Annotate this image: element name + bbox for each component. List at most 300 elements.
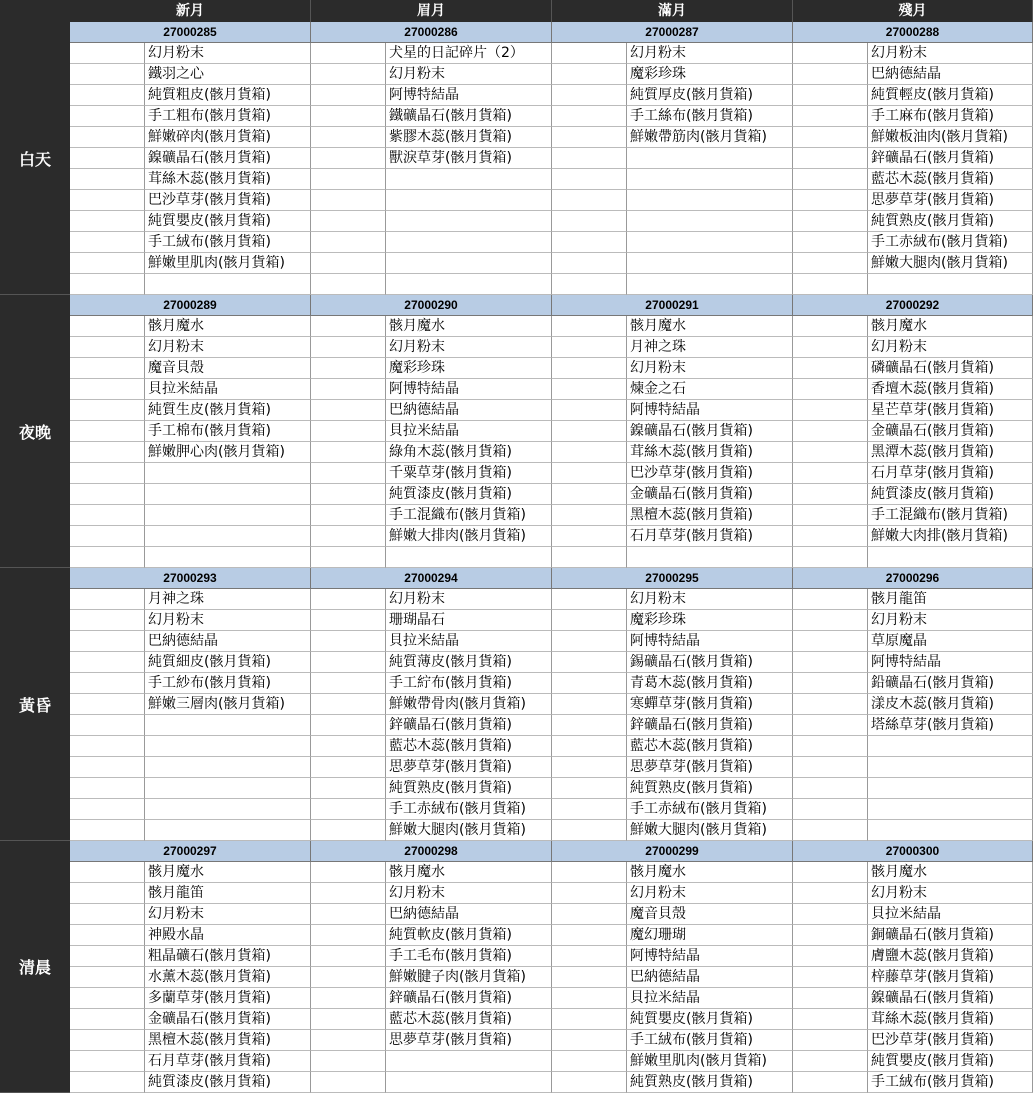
box-id: 27000296 bbox=[793, 568, 1033, 589]
gap-cell bbox=[552, 43, 627, 64]
item-cell: 思夢草芽(骸月貨箱) bbox=[868, 190, 1033, 211]
gap-cell bbox=[793, 757, 868, 778]
item-cell: 鎳礦晶石(骸月貨箱) bbox=[868, 988, 1033, 1009]
item-cell: 純質熟皮(骸月貨箱) bbox=[627, 778, 793, 799]
gap-cell bbox=[311, 610, 386, 631]
gap-cell bbox=[70, 400, 145, 421]
gap-cell bbox=[311, 358, 386, 379]
empty-cell bbox=[386, 1072, 552, 1093]
gap-cell bbox=[793, 715, 868, 736]
item-cell: 巴沙草芽(骸月貨箱) bbox=[868, 1030, 1033, 1051]
item-cell: 思夢草芽(骸月貨箱) bbox=[386, 1030, 552, 1051]
item-cell: 幻月粉末 bbox=[627, 43, 793, 64]
item-cell: 鋅礦晶石(骸月貨箱) bbox=[627, 715, 793, 736]
gap-cell bbox=[70, 799, 145, 820]
item-cell: 神殿水晶 bbox=[145, 925, 311, 946]
empty-cell bbox=[145, 757, 311, 778]
item-cell: 純質薄皮(骸月貨箱) bbox=[386, 652, 552, 673]
item-cell: 幻月粉末 bbox=[627, 883, 793, 904]
gap-cell bbox=[793, 379, 868, 400]
gap-cell bbox=[311, 463, 386, 484]
gap-cell bbox=[793, 883, 868, 904]
item-cell: 骸月魔水 bbox=[386, 316, 552, 337]
gap-cell bbox=[552, 85, 627, 106]
empty-cell bbox=[386, 169, 552, 190]
item-cell: 骸月魔水 bbox=[627, 316, 793, 337]
item-cell: 骸月魔水 bbox=[627, 862, 793, 883]
gap-cell bbox=[552, 106, 627, 127]
gap-cell bbox=[311, 64, 386, 85]
item-cell: 月神之珠 bbox=[145, 589, 311, 610]
item-cell: 幻月粉末 bbox=[145, 43, 311, 64]
gap-cell bbox=[793, 442, 868, 463]
item-cell: 純質嬰皮(骸月貨箱) bbox=[145, 211, 311, 232]
empty-cell bbox=[386, 547, 552, 568]
gap-cell bbox=[311, 232, 386, 253]
item-cell: 魔音貝殼 bbox=[145, 358, 311, 379]
item-cell: 鐵羽之心 bbox=[145, 64, 311, 85]
item-cell: 鮮嫩大肉排(骸月貨箱) bbox=[868, 526, 1033, 547]
item-cell: 貝拉米結晶 bbox=[627, 988, 793, 1009]
gap-cell bbox=[552, 925, 627, 946]
gap-cell bbox=[793, 505, 868, 526]
gap-cell bbox=[311, 1030, 386, 1051]
item-cell: 鮮嫩三層肉(骸月貨箱) bbox=[145, 694, 311, 715]
gap-cell bbox=[552, 337, 627, 358]
empty-cell bbox=[868, 736, 1033, 757]
gap-cell bbox=[70, 757, 145, 778]
empty-cell bbox=[627, 253, 793, 274]
gap-cell bbox=[552, 1051, 627, 1072]
item-cell: 水薰木蕊(骸月貨箱) bbox=[145, 967, 311, 988]
gap-cell bbox=[311, 526, 386, 547]
gap-cell bbox=[793, 211, 868, 232]
item-cell: 鮮嫩大腿肉(骸月貨箱) bbox=[868, 253, 1033, 274]
gap-cell bbox=[70, 1030, 145, 1051]
gap-cell bbox=[70, 148, 145, 169]
gap-cell bbox=[70, 925, 145, 946]
item-cell: 手工紗布(骸月貨箱) bbox=[145, 673, 311, 694]
gap-cell bbox=[552, 64, 627, 85]
item-cell: 鮮嫩腱子肉(骸月貨箱) bbox=[386, 967, 552, 988]
gap-cell bbox=[552, 673, 627, 694]
item-cell: 純質厚皮(骸月貨箱) bbox=[627, 85, 793, 106]
gap-cell bbox=[552, 694, 627, 715]
gap-cell bbox=[552, 253, 627, 274]
gap-cell bbox=[311, 379, 386, 400]
item-cell: 鮮嫩里肌肉(骸月貨箱) bbox=[145, 253, 311, 274]
gap-cell bbox=[311, 715, 386, 736]
gap-cell bbox=[552, 316, 627, 337]
item-cell: 純質細皮(骸月貨箱) bbox=[145, 652, 311, 673]
item-cell: 手工混織布(骸月貨箱) bbox=[386, 505, 552, 526]
gap-cell bbox=[793, 43, 868, 64]
gap-cell bbox=[70, 610, 145, 631]
empty-cell bbox=[145, 778, 311, 799]
gap-cell bbox=[70, 820, 145, 841]
box-id: 27000288 bbox=[793, 22, 1033, 43]
gap-cell bbox=[552, 379, 627, 400]
gap-cell bbox=[793, 526, 868, 547]
gap-cell bbox=[793, 1009, 868, 1030]
item-cell: 純質熟皮(骸月貨箱) bbox=[386, 778, 552, 799]
item-cell: 珊瑚晶石 bbox=[386, 610, 552, 631]
gap-cell bbox=[793, 820, 868, 841]
empty-cell bbox=[145, 820, 311, 841]
section-label: 夜晚 bbox=[0, 295, 70, 568]
item-cell: 草原魔晶 bbox=[868, 631, 1033, 652]
item-cell: 純質生皮(骸月貨箱) bbox=[145, 400, 311, 421]
item-cell: 茸絲木蕊(骸月貨箱) bbox=[145, 169, 311, 190]
item-cell: 魔彩珍珠 bbox=[386, 358, 552, 379]
gap-cell bbox=[552, 484, 627, 505]
gap-cell bbox=[70, 862, 145, 883]
box-id: 27000293 bbox=[70, 568, 311, 589]
gap-cell bbox=[70, 337, 145, 358]
gap-cell bbox=[552, 862, 627, 883]
item-cell: 骸月魔水 bbox=[868, 862, 1033, 883]
item-cell: 阿博特結晶 bbox=[627, 946, 793, 967]
gap-cell bbox=[311, 106, 386, 127]
gap-cell bbox=[70, 64, 145, 85]
gap-cell bbox=[552, 358, 627, 379]
gap-cell bbox=[311, 211, 386, 232]
box-id: 27000300 bbox=[793, 841, 1033, 862]
item-cell: 貝拉米結晶 bbox=[868, 904, 1033, 925]
gap-cell bbox=[70, 652, 145, 673]
gap-cell bbox=[311, 421, 386, 442]
gap-cell bbox=[793, 925, 868, 946]
item-cell: 手工赤絨布(骸月貨箱) bbox=[627, 799, 793, 820]
gap-cell bbox=[793, 106, 868, 127]
gap-cell bbox=[311, 589, 386, 610]
column-header-4: 殘月 bbox=[793, 0, 1033, 22]
item-cell: 骸月魔水 bbox=[145, 862, 311, 883]
gap-cell bbox=[793, 64, 868, 85]
item-cell: 阿博特結晶 bbox=[627, 400, 793, 421]
gap-cell bbox=[793, 547, 868, 568]
item-cell: 純質嬰皮(骸月貨箱) bbox=[627, 1009, 793, 1030]
gap-cell bbox=[793, 484, 868, 505]
item-cell: 幻月粉末 bbox=[627, 589, 793, 610]
empty-cell bbox=[145, 484, 311, 505]
gap-cell bbox=[70, 967, 145, 988]
item-cell: 鋅礦晶石(骸月貨箱) bbox=[386, 715, 552, 736]
item-cell: 星芒草芽(骸月貨箱) bbox=[868, 400, 1033, 421]
gap-cell bbox=[552, 190, 627, 211]
item-cell: 手工紵布(骸月貨箱) bbox=[386, 673, 552, 694]
gap-cell bbox=[70, 589, 145, 610]
box-id: 27000291 bbox=[552, 295, 793, 316]
item-cell: 幻月粉末 bbox=[145, 610, 311, 631]
gap-cell bbox=[311, 484, 386, 505]
gap-cell bbox=[552, 904, 627, 925]
gap-cell bbox=[70, 421, 145, 442]
item-cell: 銅礦晶石(骸月貨箱) bbox=[868, 925, 1033, 946]
empty-cell bbox=[386, 274, 552, 295]
empty-cell bbox=[627, 169, 793, 190]
item-cell: 貝拉米結晶 bbox=[386, 421, 552, 442]
item-cell: 鮮嫩帶筋肉(骸月貨箱) bbox=[627, 127, 793, 148]
gap-cell bbox=[311, 736, 386, 757]
gap-cell bbox=[311, 862, 386, 883]
gap-cell bbox=[793, 274, 868, 295]
item-cell: 魔彩珍珠 bbox=[627, 610, 793, 631]
item-cell: 純質粗皮(骸月貨箱) bbox=[145, 85, 311, 106]
gap-cell bbox=[552, 883, 627, 904]
gap-cell bbox=[70, 526, 145, 547]
item-cell: 藍芯木蕊(骸月貨箱) bbox=[386, 1009, 552, 1030]
item-cell: 煉金之石 bbox=[627, 379, 793, 400]
gap-cell bbox=[793, 127, 868, 148]
item-cell: 金礦晶石(骸月貨箱) bbox=[868, 421, 1033, 442]
gap-cell bbox=[311, 694, 386, 715]
item-cell: 幻月粉末 bbox=[386, 883, 552, 904]
gap-cell bbox=[70, 946, 145, 967]
empty-cell bbox=[386, 1051, 552, 1072]
empty-cell bbox=[145, 799, 311, 820]
box-id: 27000295 bbox=[552, 568, 793, 589]
gap-cell bbox=[311, 883, 386, 904]
gap-cell bbox=[793, 337, 868, 358]
box-id: 27000289 bbox=[70, 295, 311, 316]
gap-cell bbox=[552, 463, 627, 484]
item-cell: 巴納德結晶 bbox=[386, 904, 552, 925]
gap-cell bbox=[793, 316, 868, 337]
header-corner bbox=[0, 0, 70, 22]
item-cell: 鎳礦晶石(骸月貨箱) bbox=[145, 148, 311, 169]
gap-cell bbox=[793, 778, 868, 799]
item-cell: 黑潭木蕊(骸月貨箱) bbox=[868, 442, 1033, 463]
item-cell: 手工赤絨布(骸月貨箱) bbox=[386, 799, 552, 820]
gap-cell bbox=[311, 190, 386, 211]
box-id: 27000285 bbox=[70, 22, 311, 43]
gap-cell bbox=[552, 988, 627, 1009]
item-cell: 魔彩珍珠 bbox=[627, 64, 793, 85]
column-header-2: 眉月 bbox=[311, 0, 552, 22]
item-cell: 幻月粉末 bbox=[868, 883, 1033, 904]
empty-cell bbox=[868, 799, 1033, 820]
gap-cell bbox=[793, 904, 868, 925]
gap-cell bbox=[70, 778, 145, 799]
empty-cell bbox=[145, 463, 311, 484]
gap-cell bbox=[793, 631, 868, 652]
item-cell: 阿博特結晶 bbox=[386, 85, 552, 106]
item-cell: 月神之珠 bbox=[627, 337, 793, 358]
gap-cell bbox=[70, 883, 145, 904]
gap-cell bbox=[793, 85, 868, 106]
gap-cell bbox=[793, 148, 868, 169]
gap-cell bbox=[70, 715, 145, 736]
item-cell: 手工赤絨布(骸月貨箱) bbox=[868, 232, 1033, 253]
item-cell: 茸絲木蕊(骸月貨箱) bbox=[868, 1009, 1033, 1030]
item-cell: 阿博特結晶 bbox=[386, 379, 552, 400]
gap-cell bbox=[552, 610, 627, 631]
item-cell: 幻月粉末 bbox=[868, 337, 1033, 358]
item-cell: 幻月粉末 bbox=[386, 337, 552, 358]
gap-cell bbox=[793, 1072, 868, 1093]
gap-cell bbox=[793, 694, 868, 715]
gap-cell bbox=[552, 757, 627, 778]
item-cell: 藍芯木蕊(骸月貨箱) bbox=[386, 736, 552, 757]
empty-cell bbox=[145, 505, 311, 526]
item-cell: 手工混織布(骸月貨箱) bbox=[868, 505, 1033, 526]
column-header-3: 滿月 bbox=[552, 0, 793, 22]
item-cell: 幻月粉末 bbox=[145, 904, 311, 925]
box-id: 27000298 bbox=[311, 841, 552, 862]
gap-cell bbox=[552, 652, 627, 673]
empty-cell bbox=[145, 547, 311, 568]
column-header-1: 新月 bbox=[70, 0, 311, 22]
item-cell: 錫礦晶石(骸月貨箱) bbox=[627, 652, 793, 673]
empty-cell bbox=[145, 736, 311, 757]
gap-cell bbox=[552, 1030, 627, 1051]
gap-cell bbox=[311, 43, 386, 64]
item-cell: 魔幻珊瑚 bbox=[627, 925, 793, 946]
gap-cell bbox=[793, 610, 868, 631]
item-cell: 幻月粉末 bbox=[868, 43, 1033, 64]
item-cell: 鮮嫩胛心肉(骸月貨箱) bbox=[145, 442, 311, 463]
item-cell: 膚鹽木蕊(骸月貨箱) bbox=[868, 946, 1033, 967]
section-label: 黃昏 bbox=[0, 568, 70, 841]
item-cell: 思夢草芽(骸月貨箱) bbox=[627, 757, 793, 778]
item-cell: 獸淚草芽(骸月貨箱) bbox=[386, 148, 552, 169]
item-cell: 巴沙草芽(骸月貨箱) bbox=[145, 190, 311, 211]
empty-cell bbox=[386, 211, 552, 232]
item-cell: 巴沙草芽(骸月貨箱) bbox=[627, 463, 793, 484]
gap-cell bbox=[793, 589, 868, 610]
gap-cell bbox=[70, 190, 145, 211]
gap-cell bbox=[311, 337, 386, 358]
empty-cell bbox=[145, 274, 311, 295]
gap-cell bbox=[552, 526, 627, 547]
gap-cell bbox=[70, 1051, 145, 1072]
gap-cell bbox=[552, 967, 627, 988]
gap-cell bbox=[311, 967, 386, 988]
item-cell: 鮮嫩碎肉(骸月貨箱) bbox=[145, 127, 311, 148]
item-cell: 巴納德結晶 bbox=[868, 64, 1033, 85]
item-cell: 骸月魔水 bbox=[145, 316, 311, 337]
item-cell: 手工粗布(骸月貨箱) bbox=[145, 106, 311, 127]
gap-cell bbox=[70, 85, 145, 106]
gap-cell bbox=[793, 652, 868, 673]
empty-cell bbox=[386, 232, 552, 253]
gap-cell bbox=[311, 988, 386, 1009]
item-cell: 手工絨布(骸月貨箱) bbox=[868, 1072, 1033, 1093]
gap-cell bbox=[311, 1051, 386, 1072]
gap-cell bbox=[552, 127, 627, 148]
item-cell: 幻月粉末 bbox=[627, 358, 793, 379]
gap-cell bbox=[311, 652, 386, 673]
gap-cell bbox=[70, 673, 145, 694]
gap-cell bbox=[70, 43, 145, 64]
item-cell: 純質漆皮(骸月貨箱) bbox=[145, 1072, 311, 1093]
item-cell: 魔音貝殼 bbox=[627, 904, 793, 925]
gap-cell bbox=[70, 904, 145, 925]
item-cell: 巴納德結晶 bbox=[627, 967, 793, 988]
item-cell: 純質輕皮(骸月貨箱) bbox=[868, 85, 1033, 106]
item-cell: 紫膠木蕊(骸月貨箱) bbox=[386, 127, 552, 148]
item-cell: 阿博特結晶 bbox=[868, 652, 1033, 673]
gap-cell bbox=[793, 190, 868, 211]
gap-cell bbox=[552, 547, 627, 568]
item-cell: 手工絨布(骸月貨箱) bbox=[145, 232, 311, 253]
item-cell: 純質嬰皮(骸月貨箱) bbox=[868, 1051, 1033, 1072]
gap-cell bbox=[793, 400, 868, 421]
empty-cell bbox=[627, 190, 793, 211]
box-id: 27000297 bbox=[70, 841, 311, 862]
item-cell: 手工絨布(骸月貨箱) bbox=[627, 1030, 793, 1051]
item-cell: 貝拉米結晶 bbox=[145, 379, 311, 400]
item-cell: 石月草芽(骸月貨箱) bbox=[868, 463, 1033, 484]
gap-cell bbox=[793, 253, 868, 274]
gap-cell bbox=[552, 736, 627, 757]
empty-cell bbox=[627, 547, 793, 568]
gap-cell bbox=[793, 736, 868, 757]
gap-cell bbox=[311, 442, 386, 463]
gap-cell bbox=[311, 253, 386, 274]
item-cell: 阿博特結晶 bbox=[627, 631, 793, 652]
empty-cell bbox=[386, 190, 552, 211]
item-cell: 純質漆皮(骸月貨箱) bbox=[386, 484, 552, 505]
item-cell: 青葛木蕊(骸月貨箱) bbox=[627, 673, 793, 694]
gap-cell bbox=[311, 904, 386, 925]
gap-cell bbox=[552, 274, 627, 295]
item-cell: 手工絲布(骸月貨箱) bbox=[627, 106, 793, 127]
gap-cell bbox=[552, 211, 627, 232]
empty-cell bbox=[627, 232, 793, 253]
item-cell: 思夢草芽(骸月貨箱) bbox=[386, 757, 552, 778]
gap-cell bbox=[311, 85, 386, 106]
gap-cell bbox=[70, 274, 145, 295]
item-cell: 藍芯木蕊(骸月貨箱) bbox=[627, 736, 793, 757]
gap-cell bbox=[793, 1051, 868, 1072]
item-cell: 幻月粉末 bbox=[145, 337, 311, 358]
gap-cell bbox=[70, 988, 145, 1009]
section-label: 白天 bbox=[0, 22, 70, 295]
item-cell: 鮮嫩大腿肉(骸月貨箱) bbox=[386, 820, 552, 841]
gap-cell bbox=[793, 967, 868, 988]
gap-cell bbox=[552, 232, 627, 253]
empty-cell bbox=[868, 274, 1033, 295]
gap-cell bbox=[311, 631, 386, 652]
item-cell: 寒蟬草芽(骸月貨箱) bbox=[627, 694, 793, 715]
gap-cell bbox=[70, 1009, 145, 1030]
gap-cell bbox=[793, 232, 868, 253]
item-cell: 手工毛布(骸月貨箱) bbox=[386, 946, 552, 967]
item-cell: 石月草芽(骸月貨箱) bbox=[627, 526, 793, 547]
item-cell: 磷礦晶石(骸月貨箱) bbox=[868, 358, 1033, 379]
gap-cell bbox=[793, 946, 868, 967]
gap-cell bbox=[793, 358, 868, 379]
item-cell: 骸月魔水 bbox=[868, 316, 1033, 337]
empty-cell bbox=[868, 757, 1033, 778]
gap-cell bbox=[70, 463, 145, 484]
gap-cell bbox=[311, 1009, 386, 1030]
item-cell: 巴納德結晶 bbox=[145, 631, 311, 652]
item-cell: 幻月粉末 bbox=[386, 589, 552, 610]
gap-cell bbox=[70, 505, 145, 526]
item-cell: 香壇木蕊(骸月貨箱) bbox=[868, 379, 1033, 400]
gap-cell bbox=[552, 946, 627, 967]
item-cell: 鋅礦晶石(骸月貨箱) bbox=[868, 148, 1033, 169]
box-id: 27000286 bbox=[311, 22, 552, 43]
gap-cell bbox=[70, 169, 145, 190]
item-cell: 石月草芽(骸月貨箱) bbox=[145, 1051, 311, 1072]
item-cell: 鎳礦晶石(骸月貨箱) bbox=[627, 421, 793, 442]
item-cell: 鐵礦晶石(骸月貨箱) bbox=[386, 106, 552, 127]
gap-cell bbox=[70, 484, 145, 505]
